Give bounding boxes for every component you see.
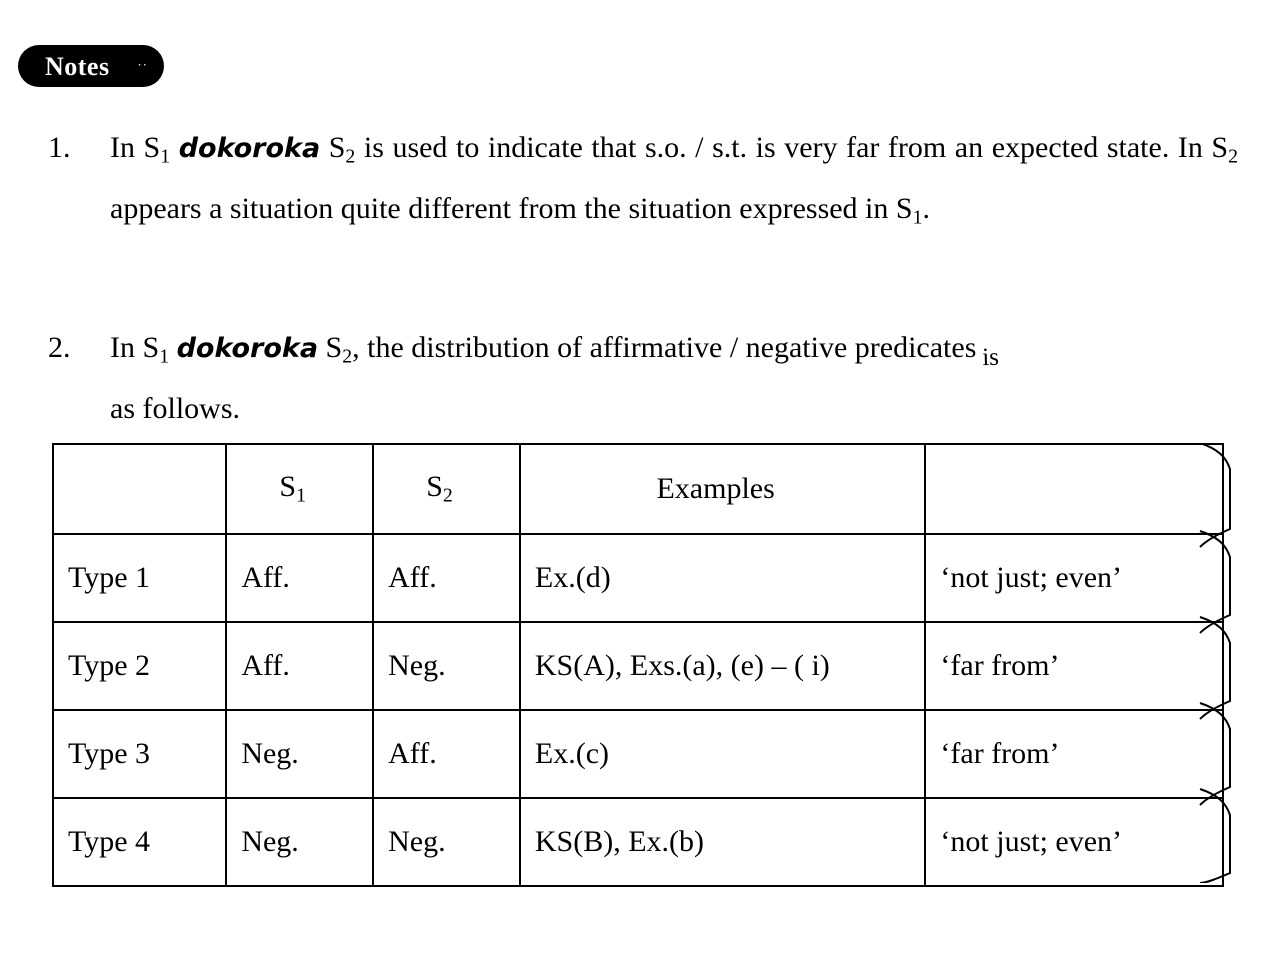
subscript-2: 2 xyxy=(1228,145,1239,168)
row-label: Type 3 xyxy=(53,710,226,798)
row-label: Type 2 xyxy=(53,622,226,710)
note-text-2: In $S_1$ dokoroka $S_2$, the distribution of affirmative / negative predicates is as follows. xyxy=(110,322,1250,434)
note-text-1: In $S_1$ dokoroka $S_2$ is used to indicate that s.o. / s.t. is very far from an expected state. In $S_2$ appears a situation quite different from the situation expressed in $S_1$. xyxy=(110,131,1239,229)
table-row xyxy=(53,710,1223,798)
subscript-1: 1 xyxy=(160,145,171,168)
table-header-s2: $S_2$ xyxy=(373,444,520,534)
subscript-1: 1 xyxy=(159,345,170,368)
table-row xyxy=(53,622,1223,710)
notes-banner-label: Notes xyxy=(45,52,110,81)
subscript-1: 1 xyxy=(296,484,306,507)
row-s2: Aff. xyxy=(373,534,520,622)
notes-banner-dots: ·· xyxy=(137,57,148,72)
row-examples: Ex.(c) xyxy=(520,710,926,798)
note-number-1: 1. xyxy=(48,131,71,164)
types-table-wrapper xyxy=(52,443,1234,883)
row-s1: Aff. xyxy=(226,534,373,622)
note-text-tail: is xyxy=(976,343,1000,372)
row-s1: Aff. xyxy=(226,622,373,710)
row-gloss: ‘far from’ xyxy=(925,622,1223,710)
note-number-2: 2. xyxy=(48,331,71,364)
row-gloss: ‘not just; even’ xyxy=(925,798,1223,886)
table-header-examples: Examples xyxy=(520,444,926,534)
row-examples: KS(B), Ex.(b) xyxy=(520,798,926,886)
note-item-2 xyxy=(48,322,1248,434)
term-dokoroka: dokoroka xyxy=(178,133,321,164)
row-examples: Ex.(d) xyxy=(520,534,926,622)
table-header-blank-left xyxy=(53,444,226,534)
note-text-2-line2: as follows. xyxy=(110,391,240,425)
table-header-blank-right xyxy=(925,444,1223,534)
subscript-2: 2 xyxy=(342,345,353,368)
row-gloss: ‘not just; even’ xyxy=(925,534,1223,622)
table-header-s1: $S_1$ xyxy=(226,444,373,534)
row-s2: Neg. xyxy=(373,798,520,886)
table-header-row xyxy=(53,444,1223,534)
subscript-1: 1 xyxy=(912,206,923,229)
row-s2: Neg. xyxy=(373,622,520,710)
row-label: Type 1 xyxy=(53,534,226,622)
row-label: Type 4 xyxy=(53,798,226,886)
notes-banner xyxy=(18,45,164,87)
row-s2: Aff. xyxy=(373,710,520,798)
note-item-1 xyxy=(48,122,1238,243)
types-table xyxy=(52,443,1224,887)
row-s1: Neg. xyxy=(226,798,373,886)
row-gloss: ‘far from’ xyxy=(925,710,1223,798)
term-dokoroka: dokoroka xyxy=(176,333,319,364)
subscript-2: 2 xyxy=(442,484,453,507)
table-row xyxy=(53,798,1223,886)
table-row xyxy=(53,534,1223,622)
row-s1: Neg. xyxy=(226,710,373,798)
row-examples: KS(A), Exs.(a), (e) – ( i) xyxy=(520,622,926,710)
subscript-2: 2 xyxy=(345,145,356,168)
